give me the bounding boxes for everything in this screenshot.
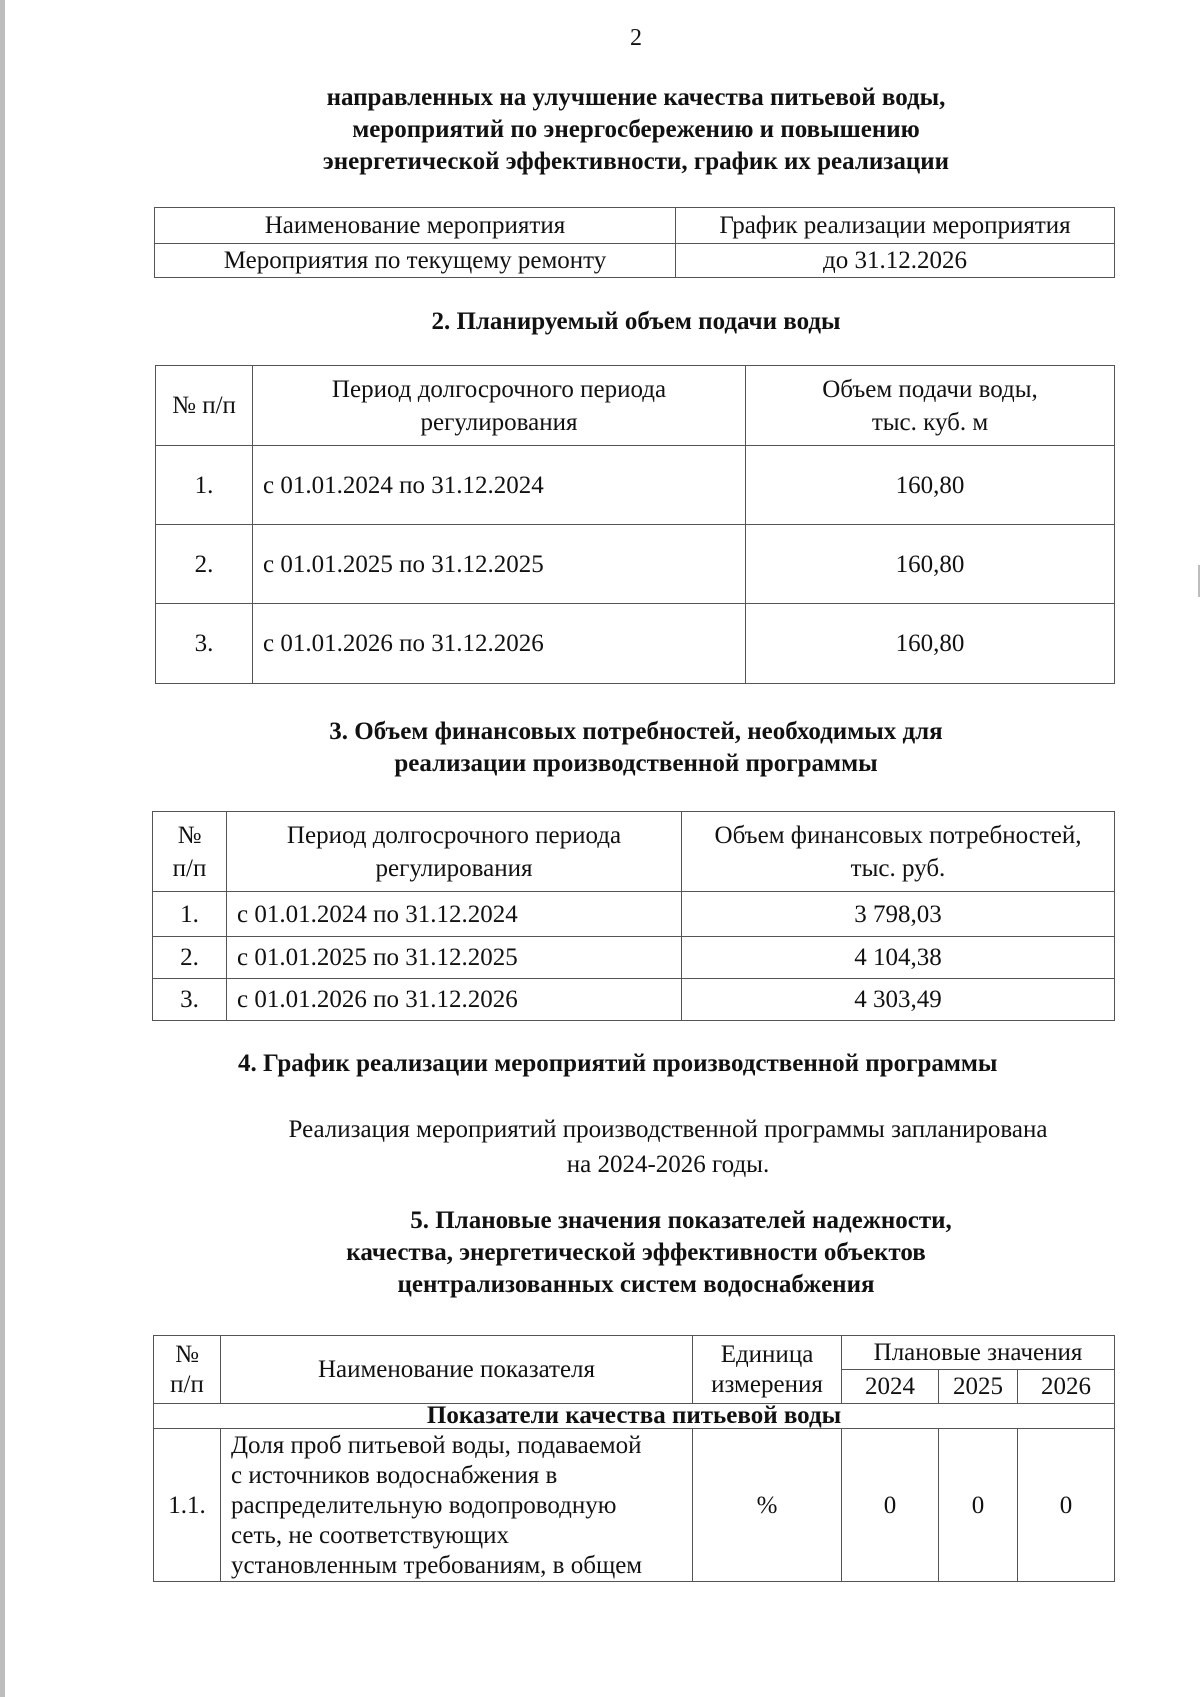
intro-heading-line: направленных на улучшение качества питьевой воды, (326, 84, 946, 111)
measure-schedule-cell: до 31.12.2026 (676, 244, 1115, 278)
header-volume-line: тыс. куб. м (871, 408, 989, 436)
row-value: 160,80 (746, 446, 1115, 525)
row-num: 2. (153, 937, 227, 979)
header-num-line: п/п (170, 1370, 204, 1398)
table-header-row (156, 366, 1115, 446)
header-num (154, 1336, 221, 1404)
header-finance-line: тыс. руб. (850, 854, 946, 882)
scan-edge-left (0, 0, 5, 1697)
row-value: 160,80 (746, 604, 1115, 684)
header-num: № п/п (156, 366, 253, 446)
table-row (156, 446, 1115, 525)
row-value-2025: 0 (939, 1429, 1018, 1582)
header-indicator-name: Наименование показателя (221, 1336, 693, 1404)
section-row-title: Показатели качества питьевой воды (154, 1404, 1115, 1429)
intro-heading-line: энергетической эффективности, график их реализации (322, 148, 950, 175)
table-row (155, 244, 1115, 278)
row-num: 1. (153, 892, 227, 937)
row-num: 1.1. (154, 1429, 221, 1582)
table-header-row (153, 812, 1115, 892)
header-unit-line: измерения (711, 1370, 823, 1398)
header-unit (693, 1336, 842, 1404)
row-period: с 01.01.2024 по 31.12.2024 (227, 892, 682, 937)
row-unit: % (693, 1429, 842, 1582)
section3-title-line: 3. Объем финансовых потребностей, необходимых для (329, 718, 943, 745)
indicator-name-line: с источников водоснабжения в (231, 1462, 558, 1489)
row-value: 3 798,03 (682, 892, 1115, 937)
section2-title: 2. Планируемый объем подачи воды (431, 308, 841, 335)
section5-title-line: качества, энергетической эффективности объектов (346, 1239, 926, 1266)
header-period (253, 366, 746, 446)
header-period-line: регулирования (420, 408, 578, 436)
row-period: с 01.01.2025 по 31.12.2025 (253, 525, 746, 604)
indicator-name-line: распределительную водопроводную (231, 1492, 617, 1519)
section5-title-line: централизованных систем водоснабжения (397, 1271, 875, 1298)
header-num-line: п/п (172, 854, 207, 882)
table-row (153, 979, 1115, 1021)
row-num: 1. (156, 446, 253, 525)
table-row (153, 937, 1115, 979)
section4-body (238, 1112, 1098, 1182)
header-measure-name: Наименование мероприятия (155, 208, 676, 244)
row-period: с 01.01.2024 по 31.12.2024 (253, 446, 746, 525)
header-schedule: График реализации мероприятия (676, 208, 1115, 244)
section4-title: 4. График реализации мероприятий производственной программы (238, 1050, 998, 1077)
section4-body-line: Реализация мероприятий производственной программы запланирована (288, 1116, 1048, 1143)
indicators-table (153, 1335, 1115, 1582)
header-volume-line: Объем подачи воды, (822, 375, 1038, 403)
indicator-name-line: сеть, не соответствующих (231, 1522, 510, 1549)
indicator-name-line: установленным требованиям, в общем (231, 1552, 643, 1579)
intro-heading-line: мероприятий по энергосбережению и повышению (352, 116, 920, 143)
indicator-name-line: Доля проб питьевой воды, подаваемой (231, 1432, 642, 1459)
section5-title-line: 5. Плановые значения показателей надежности, (410, 1207, 952, 1234)
header-plan-values: Плановые значения (842, 1336, 1115, 1370)
row-indicator-name (221, 1429, 693, 1582)
row-num: 3. (153, 979, 227, 1021)
measure-name-cell: Мероприятия по текущему ремонту (155, 244, 676, 278)
water-supply-table (155, 365, 1115, 684)
table-section-row (154, 1404, 1115, 1429)
header-finance (682, 812, 1115, 892)
header-year: 2024 (842, 1370, 939, 1404)
section3-title (0, 716, 1200, 780)
table-row (156, 604, 1115, 684)
header-period-line: регулирования (375, 854, 533, 882)
header-num (153, 812, 227, 892)
row-value-2024: 0 (842, 1429, 939, 1582)
page-number: 2 (630, 25, 642, 51)
header-num-line: № (175, 1340, 199, 1368)
table-row (153, 892, 1115, 937)
header-period (227, 812, 682, 892)
table-row (156, 525, 1115, 604)
header-year: 2025 (939, 1370, 1018, 1404)
header-finance-line: Объем финансовых потребностей, (714, 821, 1082, 849)
section5-title (0, 1205, 1200, 1301)
row-period: с 01.01.2026 по 31.12.2026 (253, 604, 746, 684)
header-period-line: Период долгосрочного периода (286, 821, 622, 849)
measures-table (154, 207, 1115, 278)
header-unit-line: Единица (720, 1340, 814, 1368)
table-header-row (155, 208, 1115, 244)
row-value-2026: 0 (1018, 1429, 1115, 1582)
row-num: 3. (156, 604, 253, 684)
row-period: с 01.01.2026 по 31.12.2026 (227, 979, 682, 1021)
row-period: с 01.01.2025 по 31.12.2025 (227, 937, 682, 979)
table-row (154, 1429, 1115, 1582)
table-header-row (154, 1336, 1115, 1370)
intro-heading (0, 82, 1200, 178)
row-value: 160,80 (746, 525, 1115, 604)
row-value: 4 303,49 (682, 979, 1115, 1021)
row-num: 2. (156, 525, 253, 604)
header-period-line: Период долгосрочного периода (331, 375, 667, 403)
header-year: 2026 (1018, 1370, 1115, 1404)
finance-table (152, 811, 1115, 1021)
row-value: 4 104,38 (682, 937, 1115, 979)
header-num-line: № (177, 821, 202, 849)
section4-body-line: на 2024-2026 годы. (566, 1151, 770, 1178)
header-volume (746, 366, 1115, 446)
section3-title-line: реализации производственной программы (394, 750, 878, 777)
